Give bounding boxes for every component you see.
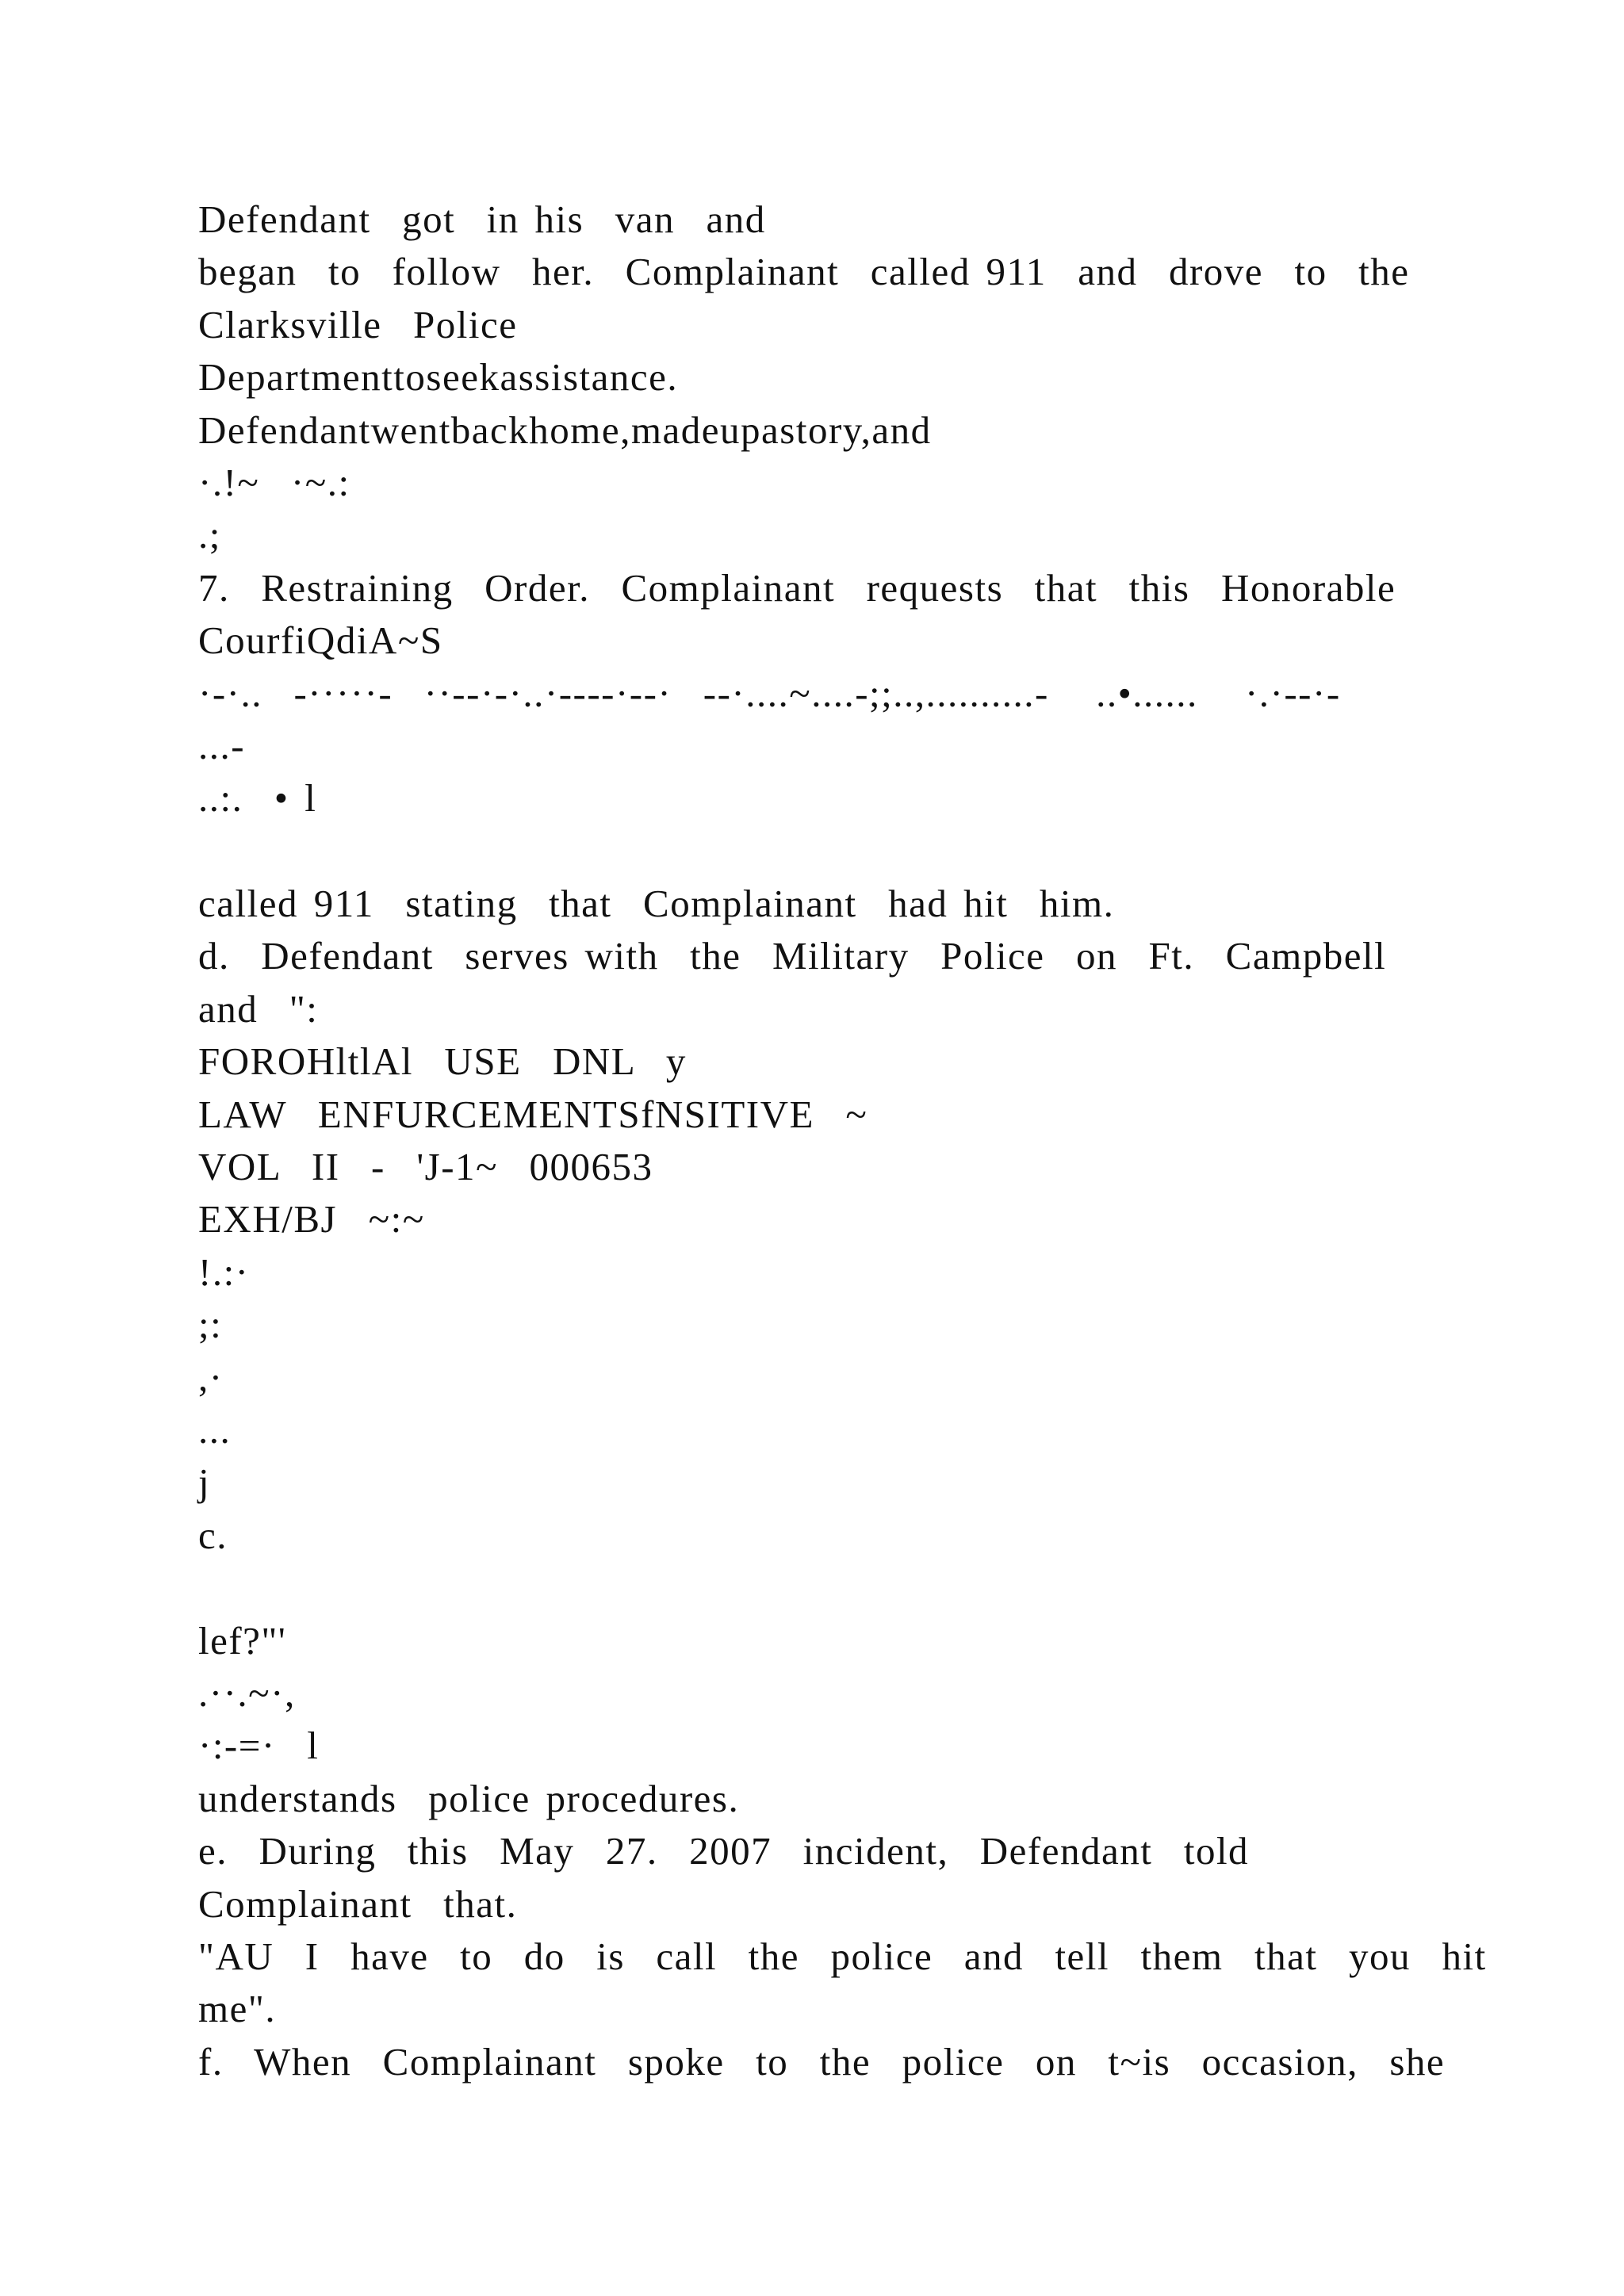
- text-line: lef?"': [198, 1618, 287, 1663]
- text-line: .··.~·,: [198, 1670, 296, 1715]
- text-line: e. During this May 27. 2007 incident, Defendant told: [198, 1829, 1250, 1873]
- text-line: ,·: [198, 1355, 224, 1399]
- text-line: j: [198, 1460, 211, 1505]
- text-line: LAW ENFURCEMENTSfNSITIVE ~: [198, 1092, 868, 1136]
- text-line: "AU I have to do is call the police and tell them that you hit: [198, 1934, 1487, 1978]
- text-line: ·-·.. -·····- ··--·-·..·----·--· --·....~....-;;..,..........- ..•...... ·.·--·-: [198, 671, 1341, 715]
- text-line: FOROHltlAl USE DNL y: [198, 1039, 687, 1084]
- blank-line: [198, 1562, 1435, 1614]
- text-line: Complainant that.: [198, 1881, 518, 1926]
- text-line: and ":: [198, 986, 319, 1031]
- text-line: ·.!~ ·~.:: [198, 460, 350, 504]
- text-line: Clarksville Police: [198, 302, 518, 346]
- text-line: EXH/BJ ~:~: [198, 1197, 425, 1242]
- text-line: c.: [198, 1513, 228, 1557]
- text-line: Defendantwentbackhome,madeupastory,and: [198, 408, 932, 452]
- text-line: CourfiQdiA~S: [198, 618, 443, 663]
- text-line: began to follow her. Complainant called 911 and drove to the: [198, 250, 1410, 294]
- text-line: 7. Restraining Order. Complainant requests that this Honorable: [198, 565, 1396, 610]
- text-line: .;: [198, 513, 221, 557]
- blank-line: [198, 825, 1435, 878]
- text-line: ;:: [198, 1303, 223, 1347]
- text-line: ...-: [198, 723, 246, 767]
- text-line: Departmenttoseekassistance.: [198, 355, 679, 400]
- text-line: d. Defendant serves with the Military Police on Ft. Campbell: [198, 934, 1387, 978]
- text-line: ·:-=· l: [198, 1724, 320, 1768]
- text-line: !.:·: [198, 1249, 250, 1294]
- text-line: Defendant got in his van and: [198, 197, 766, 241]
- document-text: [198, 193, 1487, 2088]
- text-line: ..:. • l: [198, 776, 317, 821]
- text-line: understands police procedures.: [198, 1776, 740, 1820]
- text-line: f. When Complainant spoke to the police on t~is occasion, she: [198, 2039, 1446, 2084]
- text-line: ...: [198, 1407, 232, 1452]
- text-line: VOL II - 'J-1~ 000653: [198, 1145, 653, 1189]
- text-line: me".: [198, 1987, 277, 2031]
- text-line: called 911 stating that Complainant had hit him.: [198, 882, 1115, 926]
